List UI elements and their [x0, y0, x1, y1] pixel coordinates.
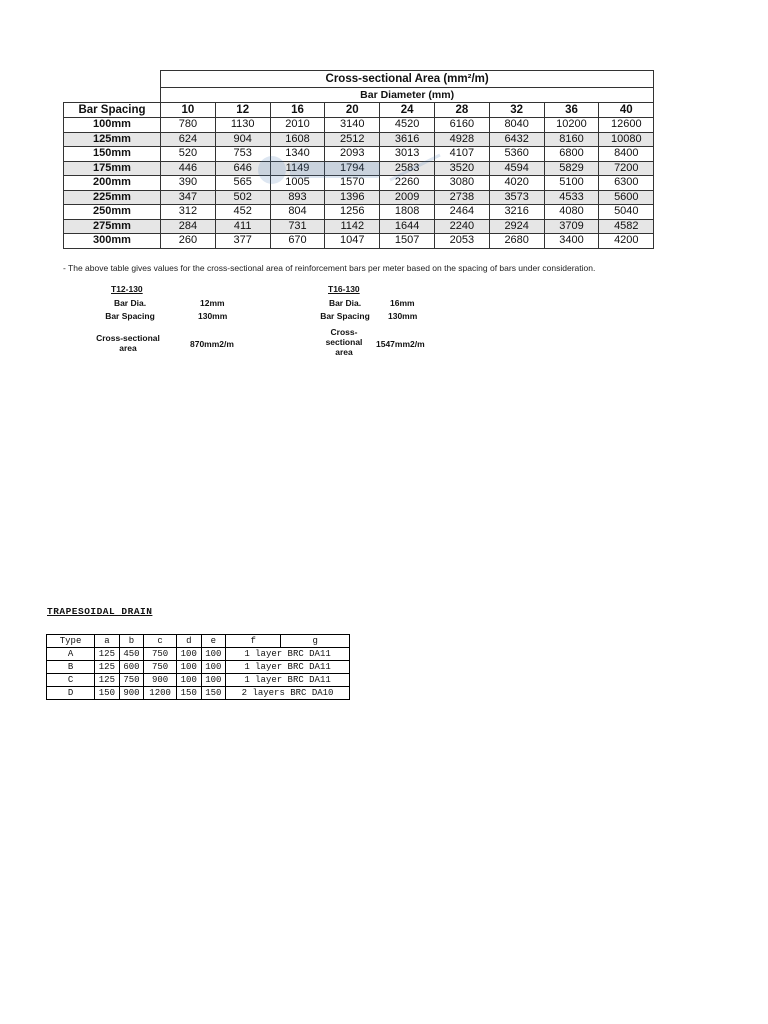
area-value-cell: 7200 [599, 161, 654, 176]
area-value-cell: 411 [215, 219, 270, 234]
spacing-cell: 225mm [64, 190, 161, 205]
area-value-cell: 6300 [599, 176, 654, 191]
bar-spacing-label: Bar Spacing [320, 311, 370, 321]
area-value-cell: 4520 [380, 118, 435, 133]
spacing-cell: 250mm [64, 205, 161, 220]
area-value-cell: 1149 [270, 161, 325, 176]
area-value: 1547mm2/m [376, 339, 425, 349]
area-value-cell: 452 [215, 205, 270, 220]
area-value-cell: 377 [215, 234, 270, 249]
area-value-cell: 2738 [434, 190, 489, 205]
area-value-cell: 646 [215, 161, 270, 176]
diameter-header: 24 [380, 103, 435, 118]
drain-title: TRAPESOIDAL DRAIN [47, 606, 153, 617]
spacing-cell: 175mm [64, 161, 161, 176]
drain-cell-e: 100 [201, 674, 226, 687]
table-row [47, 674, 350, 687]
area-value-cell: 1570 [325, 176, 380, 191]
drain-header-cell: f [226, 635, 281, 648]
drain-cell-e: 100 [201, 648, 226, 661]
area-value-cell: 4533 [544, 190, 599, 205]
area-value-cell: 1608 [270, 132, 325, 147]
drain-cell-c: 750 [144, 648, 177, 661]
bar-spacing-label: Bar Spacing [105, 311, 155, 321]
drain-cell-reinforcement: 1 layer BRC DA11 [226, 674, 350, 687]
area-value-cell: 4080 [544, 205, 599, 220]
diameter-header: 28 [434, 103, 489, 118]
area-value-cell: 6160 [434, 118, 489, 133]
drain-cell-reinforcement: 1 layer BRC DA11 [226, 661, 350, 674]
spacing-cell: 200mm [64, 176, 161, 191]
bar-spacing-value: 130mm [388, 311, 418, 321]
area-value-cell: 10200 [544, 118, 599, 133]
area-value-cell: 1340 [270, 147, 325, 162]
area-value-cell: 2924 [489, 219, 544, 234]
drain-cell-e: 150 [201, 687, 226, 700]
drain-cell-type: D [47, 687, 95, 700]
area-value-cell: 1047 [325, 234, 380, 249]
area-value-cell: 1256 [325, 205, 380, 220]
diameter-header: 36 [544, 103, 599, 118]
area-value-cell: 3709 [544, 219, 599, 234]
bar-dia-label: Bar Dia. [113, 298, 147, 308]
table-row [64, 219, 654, 234]
area-value-cell: 4107 [434, 147, 489, 162]
example-title: T12-130 [111, 284, 143, 294]
area-value-cell: 2512 [325, 132, 380, 147]
area-value-cell: 10080 [599, 132, 654, 147]
drain-header-cell: g [281, 635, 350, 648]
area-value-cell: 4594 [489, 161, 544, 176]
drain-cell-a: 125 [95, 674, 120, 687]
spacing-cell: 300mm [64, 234, 161, 249]
table-row [64, 190, 654, 205]
table-row [64, 161, 654, 176]
spacing-cell: 125mm [64, 132, 161, 147]
area-value-cell: 2583 [380, 161, 435, 176]
area-value-cell: 390 [161, 176, 216, 191]
table-row [64, 205, 654, 220]
table-row [47, 661, 350, 674]
table-row [64, 132, 654, 147]
table-row [64, 234, 654, 249]
table-row [64, 176, 654, 191]
area-value-cell: 2260 [380, 176, 435, 191]
area-value-cell: 3140 [325, 118, 380, 133]
area-value-cell: 502 [215, 190, 270, 205]
drain-cell-type: C [47, 674, 95, 687]
drain-header-cell: a [95, 635, 120, 648]
area-table-subtitle: Bar Diameter (mm) [161, 88, 654, 103]
drain-cell-d: 150 [176, 687, 201, 700]
drain-cell-d: 100 [176, 661, 201, 674]
area-value-cell: 8040 [489, 118, 544, 133]
table-row [64, 118, 654, 133]
area-value-cell: 3080 [434, 176, 489, 191]
table-row [47, 687, 350, 700]
area-value-cell: 2240 [434, 219, 489, 234]
area-table-title: Cross-sectional Area (mm²/m) [161, 71, 654, 88]
table-footnote: - The above table gives values for the cross-sectional area of reinforcement bars per meter based on the spacing of bars under consideration. [63, 263, 596, 273]
example-title: T16-130 [328, 284, 360, 294]
area-value-cell: 893 [270, 190, 325, 205]
area-value-cell: 6432 [489, 132, 544, 147]
bar-dia-label: Bar Dia. [328, 298, 362, 308]
area-value-cell: 1644 [380, 219, 435, 234]
area-value: 870mm2/m [190, 339, 234, 349]
area-value-cell: 1808 [380, 205, 435, 220]
area-value-cell: 8160 [544, 132, 599, 147]
bar-dia-value: 16mm [390, 298, 415, 308]
area-value-cell: 4020 [489, 176, 544, 191]
area-value-cell: 2053 [434, 234, 489, 249]
area-value-cell: 5360 [489, 147, 544, 162]
diameter-header: 40 [599, 103, 654, 118]
drain-cell-reinforcement: 2 layers BRC DA10 [226, 687, 350, 700]
area-value-cell: 2010 [270, 118, 325, 133]
area-value-cell: 804 [270, 205, 325, 220]
spacing-cell: 150mm [64, 147, 161, 162]
area-value-cell: 753 [215, 147, 270, 162]
drain-header-cell: e [201, 635, 226, 648]
drain-cell-b: 900 [119, 687, 144, 700]
area-value-cell: 3520 [434, 161, 489, 176]
spacing-cell: 275mm [64, 219, 161, 234]
bar-spacing-value: 130mm [198, 311, 228, 321]
drain-cell-b: 600 [119, 661, 144, 674]
area-value-cell: 2680 [489, 234, 544, 249]
area-value-cell: 1142 [325, 219, 380, 234]
area-value-cell: 5040 [599, 205, 654, 220]
area-value-cell: 731 [270, 219, 325, 234]
area-value-cell: 5600 [599, 190, 654, 205]
drain-cell-d: 100 [176, 648, 201, 661]
diameter-header: 20 [325, 103, 380, 118]
area-value-cell: 347 [161, 190, 216, 205]
area-value-cell: 5829 [544, 161, 599, 176]
bar-spacing-header: Bar Spacing [64, 103, 161, 118]
area-value-cell: 5100 [544, 176, 599, 191]
drain-cell-c: 1200 [144, 687, 177, 700]
area-value-cell: 520 [161, 147, 216, 162]
drain-cell-b: 750 [119, 674, 144, 687]
area-value-cell: 3616 [380, 132, 435, 147]
area-label: Cross-sectional area [96, 333, 160, 353]
area-value-cell: 1507 [380, 234, 435, 249]
area-value-cell: 1396 [325, 190, 380, 205]
drain-header-cell: b [119, 635, 144, 648]
area-value-cell: 1130 [215, 118, 270, 133]
table-row [47, 648, 350, 661]
area-value-cell: 2093 [325, 147, 380, 162]
drain-cell-c: 900 [144, 674, 177, 687]
diameter-header: 16 [270, 103, 325, 118]
drain-table [46, 634, 350, 700]
diameter-header: 32 [489, 103, 544, 118]
drain-cell-a: 125 [95, 648, 120, 661]
drain-cell-type: B [47, 661, 95, 674]
area-value-cell: 3216 [489, 205, 544, 220]
area-value-cell: 4582 [599, 219, 654, 234]
area-value-cell: 1005 [270, 176, 325, 191]
drain-cell-d: 100 [176, 674, 201, 687]
drain-cell-e: 100 [201, 661, 226, 674]
drain-header-cell: c [144, 635, 177, 648]
area-value-cell: 3400 [544, 234, 599, 249]
area-value-cell: 8400 [599, 147, 654, 162]
area-value-cell: 2009 [380, 190, 435, 205]
drain-cell-reinforcement: 1 layer BRC DA11 [226, 648, 350, 661]
area-value-cell: 284 [161, 219, 216, 234]
spacing-cell: 100mm [64, 118, 161, 133]
table-row [64, 147, 654, 162]
area-value-cell: 260 [161, 234, 216, 249]
area-value-cell: 446 [161, 161, 216, 176]
area-value-cell: 3573 [489, 190, 544, 205]
area-value-cell: 904 [215, 132, 270, 147]
drain-header-cell: d [176, 635, 201, 648]
area-value-cell: 565 [215, 176, 270, 191]
area-label: Cross-sectional area [325, 327, 363, 357]
area-value-cell: 312 [161, 205, 216, 220]
area-value-cell: 780 [161, 118, 216, 133]
area-value-cell: 3013 [380, 147, 435, 162]
diameter-header: 10 [161, 103, 216, 118]
drain-cell-a: 125 [95, 661, 120, 674]
area-value-cell: 4200 [599, 234, 654, 249]
area-value-cell: 6800 [544, 147, 599, 162]
bar-dia-value: 12mm [200, 298, 225, 308]
drain-header-cell: Type [47, 635, 95, 648]
drain-cell-b: 450 [119, 648, 144, 661]
area-value-cell: 4928 [434, 132, 489, 147]
area-value-cell: 12600 [599, 118, 654, 133]
drain-cell-a: 150 [95, 687, 120, 700]
diameter-header: 12 [215, 103, 270, 118]
drain-cell-type: A [47, 648, 95, 661]
area-value-cell: 1794 [325, 161, 380, 176]
cross-sectional-area-table [63, 70, 654, 249]
area-value-cell: 624 [161, 132, 216, 147]
drain-cell-c: 750 [144, 661, 177, 674]
area-value-cell: 2464 [434, 205, 489, 220]
area-value-cell: 670 [270, 234, 325, 249]
